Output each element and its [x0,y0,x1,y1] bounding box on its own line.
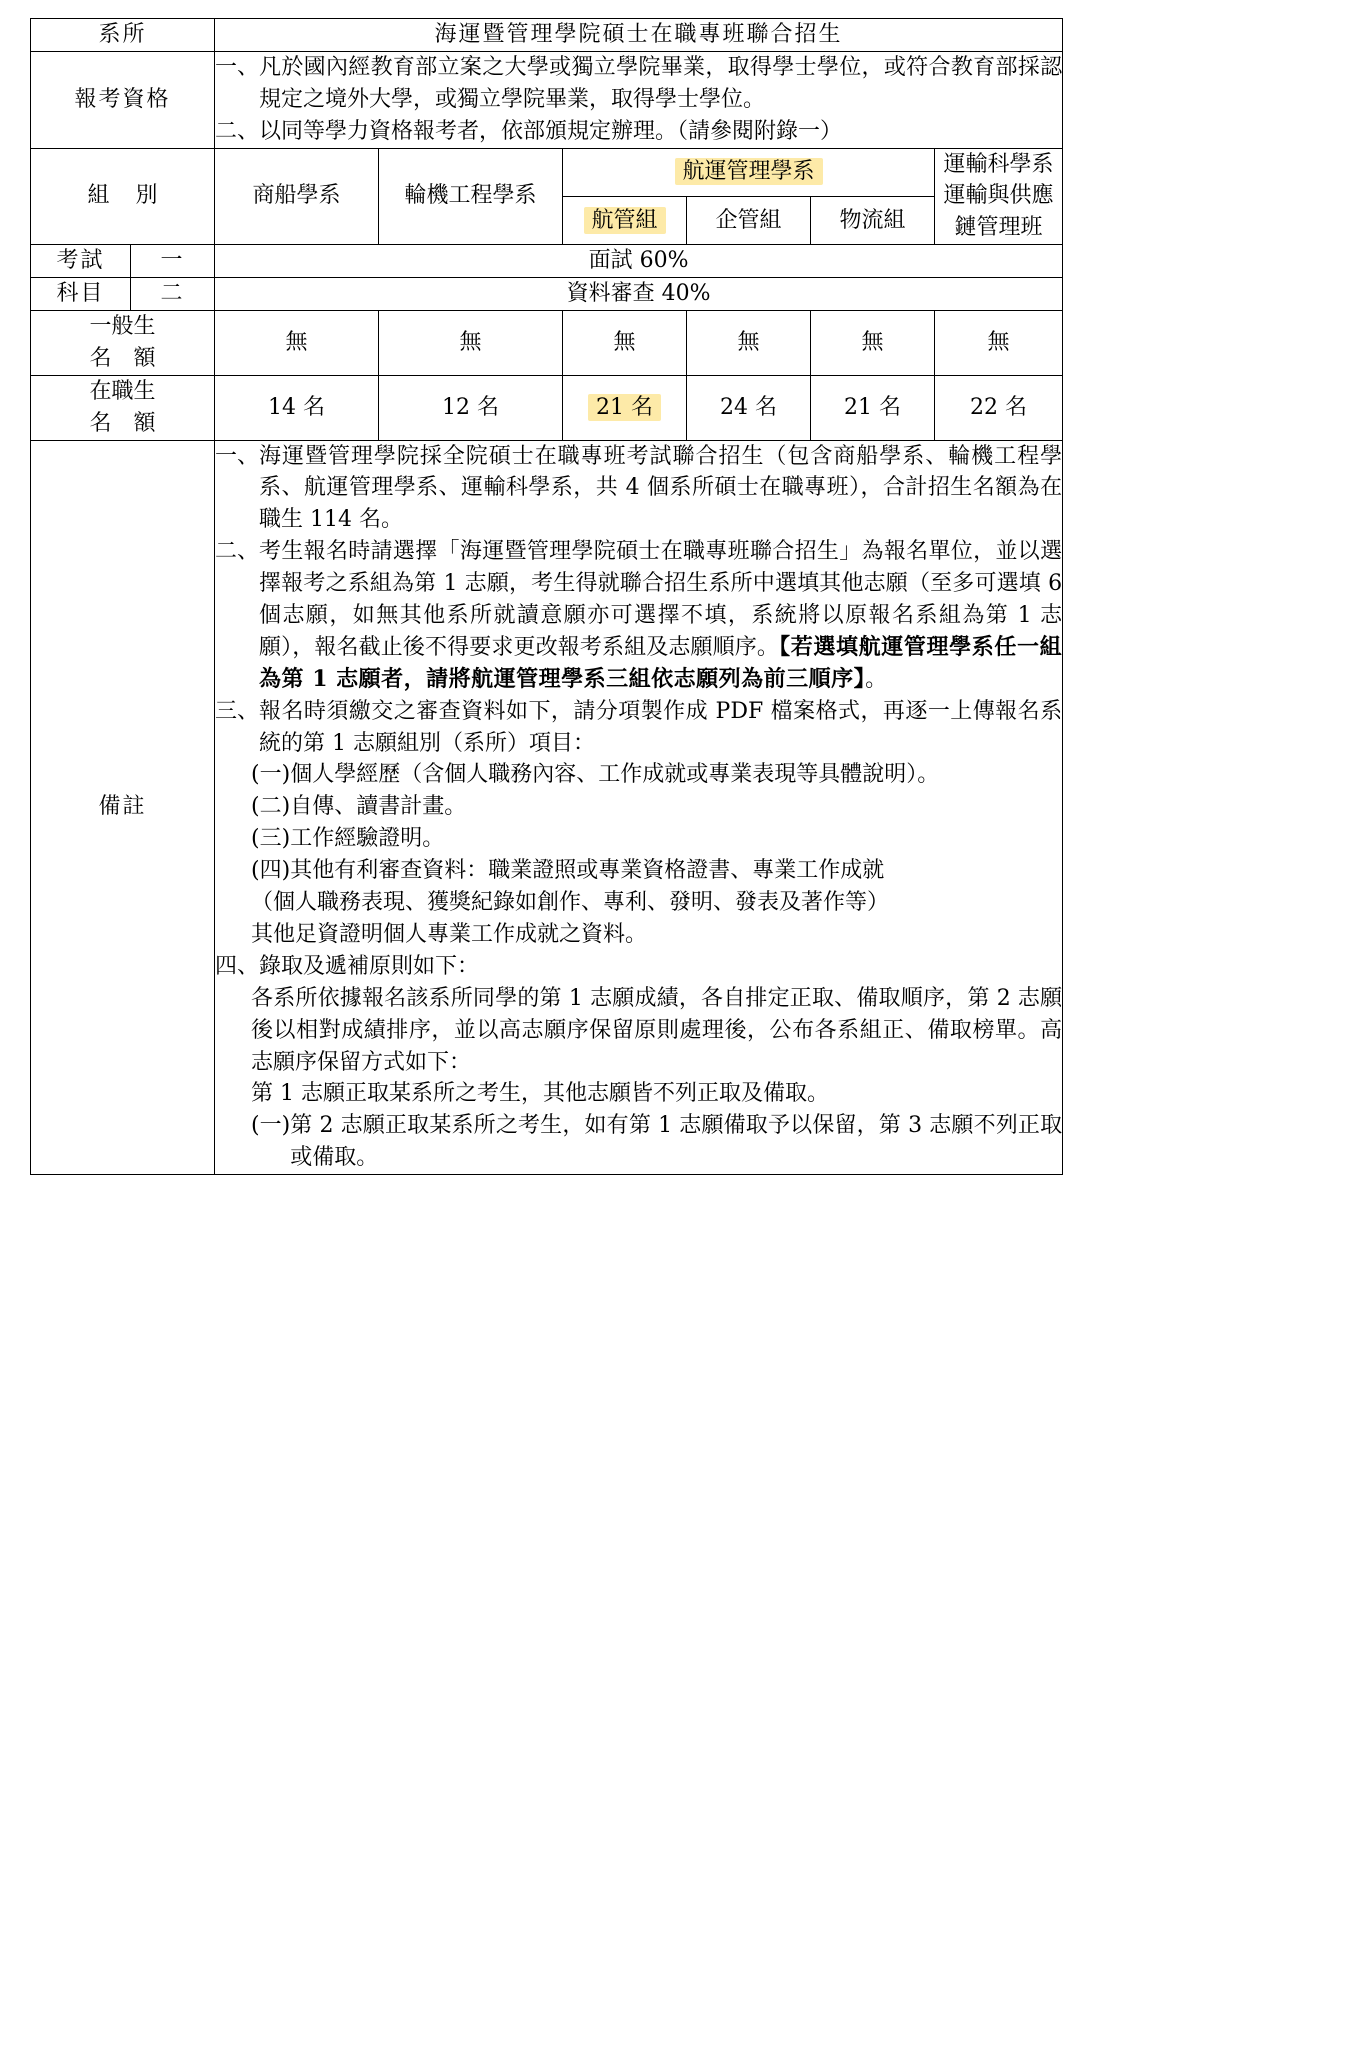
remark-item-2-text-after: 。 [865,666,888,692]
remark-sub-item-3-4 [215,855,1062,887]
transportation-line2: 運輸與供應 [943,183,1054,209]
table-row-department [31,19,1063,52]
eligibility-item-number: 一、 [215,54,260,80]
inservice-quota-value: 21 名 [811,375,935,440]
remarks-content [215,440,1063,1174]
row-label-inservice-quota [31,375,215,440]
eligibility-content [215,51,1063,148]
admissions-table [30,18,1063,1175]
group-label-part2: 別 [135,183,158,209]
remark-item-2-number: 二、 [215,539,260,565]
remark-sub-item-4-1-text: 第 2 志願正取某系所之考生，如有第 1 志願備取予以保留，第 3 志願不列正取或備取。 [290,1113,1063,1171]
eligibility-item-text: 以同等學力資格報考者，依部頒規定辦理。（請參閱附錄一） [259,118,843,144]
inservice-quota-label-line2: 名 額 [89,410,156,436]
exam-number-2: 二 [131,278,215,311]
remark-sub-item-3-3 [215,823,1062,855]
remark-item-4-text: 錄取及遞補原則如下： [259,953,480,979]
eligibility-item-text: 凡於國內經教育部立案之大學或獨立學院畢業，取得學士學位，或符合教育部採認規定之境外大學，或獨立學院畢業，取得學士學位。 [259,54,1063,112]
row-label-group [31,148,215,245]
remark-item-3-text: 報名時須繳交之審查資料如下，請分項製作成 PDF 檔案格式，再逐一上傳報名系統的第 1 志願組別（系所）項目： [259,698,1063,756]
subgroup-navigation-management [563,196,687,244]
remark-sub-item-3-4-cont2: 其他足資證明個人專業工作成就之資料。 [251,921,648,947]
remark-sub-item-3-2-number: (二) [251,794,291,820]
remark-item-1-number: 一、 [215,443,260,469]
general-quota-value: 無 [379,311,563,376]
table-row-exam-subject-1 [31,245,1063,278]
group-label-part1: 組 [87,183,110,209]
subgroup-logistics: 物流組 [811,196,935,244]
remark-item-4-para2: 第 1 志願正取某系所之考生，其他志願皆不列正取及備取。 [251,1081,830,1107]
remark-item-4 [215,951,1062,983]
remark-item-3-number: 三、 [215,698,260,724]
remark-sub-item-3-1-number: (一) [251,762,291,788]
group-col-shipping-management-head [563,148,935,196]
shipping-management-highlight: 航運管理學系 [675,158,823,185]
general-quota-value: 無 [215,311,379,376]
remark-sub-item-4-1-number: (一) [251,1113,291,1139]
row-label-exam-line1: 考試 [31,245,131,278]
table-row-group [31,148,1063,196]
group-col-merchant-marine: 商船學系 [215,148,379,245]
table-row-inservice-quota [31,375,1063,440]
remark-sub-item-3-2-text: 自傳、讀書計畫。 [290,794,467,820]
inservice-quota-value-highlighted [563,375,687,440]
remark-item-1 [215,441,1062,537]
remark-item-2-text [259,536,1062,695]
remark-sub-item-3-4-cont1: （個人職務表現、獲獎紀錄如創作、專利、發明、發表及著作等） [251,890,890,916]
table-row-remarks [31,440,1063,1174]
group-col-transportation-science [935,148,1063,245]
general-quota-value: 無 [687,311,811,376]
transportation-line1: 運輸科學系 [943,151,1054,177]
exam-number-1: 一 [131,245,215,278]
general-quota-label-line2: 名 額 [89,345,156,371]
subgroup-business-management: 企管組 [687,196,811,244]
remark-sub-item-3-1-text: 個人學經歷（含個人職務內容、工作成就或專業表現等具體說明）。 [290,762,940,788]
general-quota-value: 無 [563,311,687,376]
eligibility-item [215,116,1062,148]
remark-item-4-para1: 各系所依據報名該系所同學的第 1 志願成績，各自排定正取、備取順序，第 2 志願後以相對成績排序，並以高志願序保留原則處理後，公布各系組正、備取榜單。高志願序保留方式如下： [251,985,1063,1075]
department-title: 海運暨管理學院碩士在職專班聯合招生 [215,19,1063,52]
table-row-eligibility [31,51,1063,148]
remark-item-3 [215,696,1062,760]
exam-subject-2-value: 資料審查 40% [215,278,1063,311]
general-quota-value: 無 [811,311,935,376]
inservice-quota-value: 22 名 [935,375,1063,440]
inservice-quota-value: 14 名 [215,375,379,440]
remark-sub-item-3-1 [215,759,1062,791]
general-quota-label-line1: 一般生 [89,314,156,340]
remark-sub-item-3-4-text: 其他有利審查資料：職業證照或專業資格證書、專業工作成就 [290,858,885,884]
inservice-quota-value: 12 名 [379,375,563,440]
remark-sub-item-3-3-number: (三) [251,826,291,852]
remark-item-2 [215,536,1062,695]
table-row-general-quota [31,311,1063,376]
inservice-quota-highlight: 21 名 [588,394,661,421]
remark-item-2-text-bold: 【若選填航運管理學系任一組為第 1 志願者，請將航運管理學系三組依志願列為前三順序】 [259,633,1063,692]
row-label-general-quota [31,311,215,376]
remark-item-4-number: 四、 [215,953,260,979]
table-row-exam-subject-2 [31,278,1063,311]
group-col-marine-engineering: 輪機工程學系 [379,148,563,245]
eligibility-item-number: 二、 [215,118,260,144]
inservice-quota-label-line1: 在職生 [89,378,156,404]
row-label-eligibility: 報考資格 [31,51,215,148]
remark-sub-item-4-1 [215,1110,1062,1174]
remark-item-1-text: 海運暨管理學院採全院碩士在職專班考試聯合招生（包含商船學系、輪機工程學系、航運管理學系、運輸科學系，共 4 個系所碩士在職專班），合計招生名額為在職生 114 名。 [259,443,1063,533]
remark-item-2-text-before: 考生報名時請選擇「海運暨管理學院碩士在職專班聯合招生」為報名單位，並以選擇報考之系組為第 1 志願，考生得就聯合招生系所中選填其他志願（至多可選填 6 個志願，如無其他系所就讀意願亦可選擇不填，系統將以原報名系組為第 1 志願），報名截止後不得要求更改報考系組及志願順序。 [259,539,1063,660]
remark-sub-item-3-4-number: (四) [251,858,291,884]
exam-subject-1-value: 面試 60% [215,245,1063,278]
transportation-line3: 鏈管理班 [954,215,1043,241]
inservice-quota-value: 24 名 [687,375,811,440]
remark-sub-item-3-3-text: 工作經驗證明。 [290,826,445,852]
general-quota-value: 無 [935,311,1063,376]
row-label-exam-line2: 科目 [31,278,131,311]
remark-sub-item-3-2 [215,791,1062,823]
row-label-department: 系所 [31,19,215,52]
navigation-management-highlight: 航管組 [584,207,666,234]
eligibility-item [215,52,1062,116]
row-label-remarks: 備註 [31,440,215,1174]
